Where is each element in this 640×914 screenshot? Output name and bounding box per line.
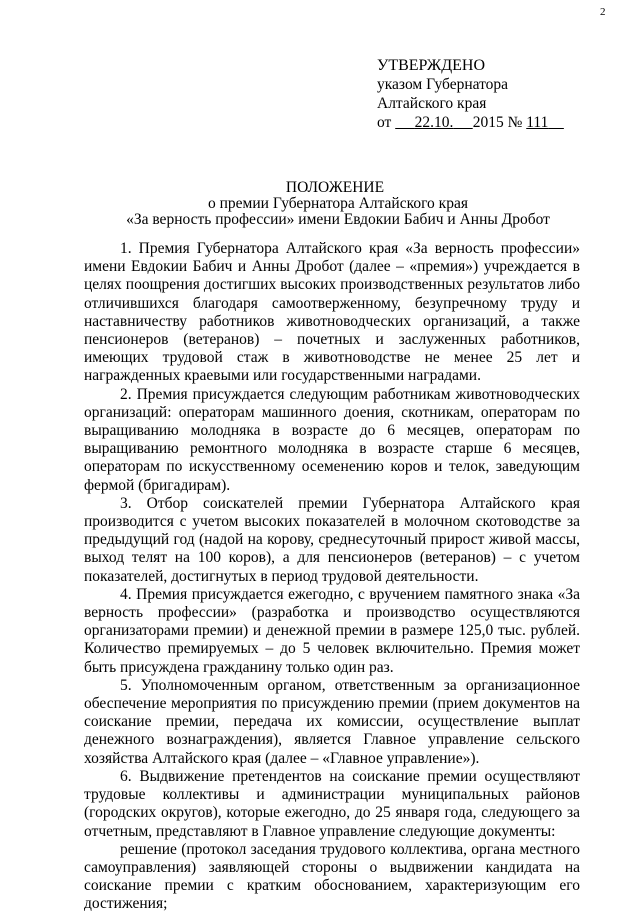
approval-region: Алтайского края (377, 95, 487, 112)
title-award-name: «За верность профессии» имени Евдокии Бабич и Анны Дробот (126, 211, 550, 228)
document-body (84, 240, 580, 914)
paragraph-6-item-1: решение (протокол заседания трудового коллектива, органа местного самоуправления) заявляющей стороны о выдвижении кандидата на соискание премии с кратким обоснованием, характеризующим его достижения; (84, 840, 580, 913)
approval-date-line (377, 113, 564, 132)
document-title (0, 180, 640, 228)
approval-issuer: указом Губернатора (377, 76, 509, 93)
title-heading: ПОЛОЖЕНИЕ (285, 179, 385, 196)
paragraph-2: 2. Премия присуждается следующим работникам животноводческих организаций: операторам машинного доения, скотникам, операторам по выращиванию молодняка в возрасте до 6 месяцев, операторам по выращиванию ремонтного молодняка в возрасте старше 6 месяцев, операторам по искусственному осеменению коров и телок, заведующим фермой (бригадирам). (84, 385, 580, 494)
paragraph-1: 1. Премия Губернатора Алтайского края «За верность профессии» имени Евдокии Бабич и Анны Дробот (далее – «премия») учреждается в целях поощрения достигших высоких производственных результатов либо отличившихся благодаря самоотверженному, безупречному труду и наставничеству работников животноводческих организаций, а также пенсионеров (ветеранов) – почетных и заслуженных работников, имеющих трудовой стаж в животноводстве не менее 25 лет и награжденных краевыми или государственными наградами. (84, 240, 580, 385)
approval-year: 2015 № (472, 114, 523, 131)
approval-heading: УТВЕРЖДЕНО (377, 57, 486, 74)
paragraph-4: 4. Премия присуждается ежегодно, с вручением памятного знака «За верность профессии» (разработка и производство осуществляются организаторами премии) и денежной премии в размере 125,0 тыс. рублей. Количество премируемых – до 5 человек включительно. Премия может быть присуждена гражданину только один раз. (84, 585, 580, 676)
approval-date: 22.10. (414, 114, 454, 131)
page-number: 2 (600, 6, 606, 18)
paragraph-6: 6. Выдвижение претендентов на соискание премии осуществляют трудовые коллективы и администрации муниципальных районов (городских округов), которые ежегодно, до 25 января года, следующего за отчетным, представляют в Главное управление следующие документы: (84, 767, 580, 840)
paragraph-5: 5. Уполномоченным органом, ответственным за организационное обеспечение мероприятия по присуждению премии (прием документов на соискание премии, передача их комиссии, осуществление выплат денежного вознаграждения), является Главное управление сельского хозяйства Алтайского края (далее – «Главное управление»). (84, 676, 580, 767)
paragraph-3: 3. Отбор соискателей премии Губернатора Алтайского края производится с учетом высоких показателей в молочном скотоводстве за предыдущий год (надой на корову, среднесуточный прирост живой массы, выход телят на 100 коров), а для пенсионеров (ветеранов) – с учетом показателей, достигнутых в период трудовой деятельности. (84, 494, 580, 585)
approval-stamp (377, 56, 564, 132)
approval-date-prefix: от (377, 114, 392, 131)
title-subject: о премии Губернатора Алтайского края (208, 195, 468, 212)
approval-number: 111 (526, 114, 549, 131)
